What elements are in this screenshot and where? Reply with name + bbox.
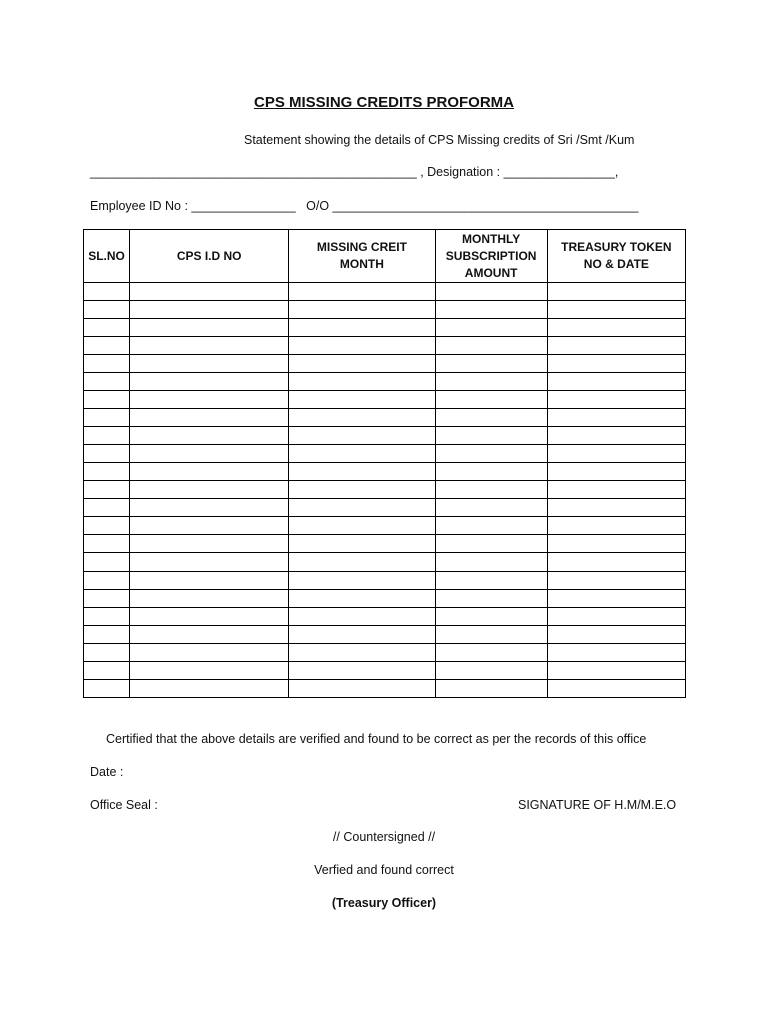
table-cell (289, 625, 435, 643)
table-cell (547, 553, 685, 571)
table-cell (547, 355, 685, 373)
table-cell (289, 679, 435, 697)
table-cell (435, 427, 547, 445)
table-cell (289, 337, 435, 355)
table-cell (130, 553, 289, 571)
table-cell (130, 499, 289, 517)
table-cell (547, 589, 685, 607)
page-title: CPS MISSING CREDITS PROFORMA (253, 94, 515, 111)
table-cell (435, 301, 547, 319)
table-row (84, 625, 686, 643)
table-cell (435, 463, 547, 481)
table-row (84, 283, 686, 301)
header-sl-no-text: SL.NO (88, 248, 125, 263)
table-row (84, 427, 686, 445)
table-cell (547, 373, 685, 391)
table-cell (84, 283, 130, 301)
table-cell (130, 571, 289, 589)
table-cell (289, 553, 435, 571)
signature-label: SIGNATURE OF H.M/M.E.O (518, 798, 677, 812)
header-cps-id (130, 230, 289, 283)
table-cell (130, 355, 289, 373)
table-cell (130, 427, 289, 445)
table-cell (547, 499, 685, 517)
table-cell (130, 391, 289, 409)
table-cell (130, 643, 289, 661)
table-row (84, 553, 686, 571)
table-cell (547, 679, 685, 697)
table-cell (547, 301, 685, 319)
table-cell (84, 445, 130, 463)
table-cell (289, 301, 435, 319)
table-cell (289, 391, 435, 409)
statement-text: Statement showing the details of CPS Missing credits of Sri /Smt /Kum (244, 133, 635, 147)
table-row (84, 607, 686, 625)
table-cell (547, 643, 685, 661)
table-row (84, 517, 686, 535)
table-cell (547, 283, 685, 301)
date-label: Date : (90, 765, 124, 779)
table-cell (435, 337, 547, 355)
table-cell (130, 409, 289, 427)
table-cell (435, 283, 547, 301)
table-cell (289, 517, 435, 535)
table-cell (435, 319, 547, 337)
certification-text: Certified that the above details are verified and found to be correct as per the records of this office (106, 732, 647, 746)
table-cell (84, 409, 130, 427)
table-cell (289, 535, 435, 553)
table-cell (130, 337, 289, 355)
verified-text: Verfied and found correct (314, 863, 454, 877)
table-cell (435, 607, 547, 625)
table-row (84, 391, 686, 409)
table-cell (130, 319, 289, 337)
table-row (84, 463, 686, 481)
name-designation-line: _______________________________________________ , Designation : ________________, (90, 165, 619, 179)
table-cell (435, 661, 547, 679)
table-cell (289, 661, 435, 679)
table-cell (130, 283, 289, 301)
table-cell (435, 643, 547, 661)
table-cell (84, 625, 130, 643)
table-cell (84, 499, 130, 517)
table-row (84, 643, 686, 661)
table-row (84, 589, 686, 607)
table-cell (289, 409, 435, 427)
table-row (84, 499, 686, 517)
table-cell (289, 499, 435, 517)
table-cell (84, 571, 130, 589)
table-cell (547, 445, 685, 463)
table-cell (84, 355, 130, 373)
table-cell (289, 571, 435, 589)
table-row (84, 409, 686, 427)
table-cell (547, 409, 685, 427)
table-cell (435, 373, 547, 391)
table-row (84, 319, 686, 337)
table-row (84, 535, 686, 553)
table-cell (130, 463, 289, 481)
table-cell (435, 589, 547, 607)
table-cell (130, 373, 289, 391)
table-cell (130, 625, 289, 643)
table-cell (289, 607, 435, 625)
table-cell (84, 589, 130, 607)
table-cell (84, 301, 130, 319)
header-treasury-token-text: TREASURY TOKEN NO & DATE (561, 240, 672, 271)
header-treasury-token (547, 230, 685, 283)
table-row (84, 571, 686, 589)
table-cell (84, 373, 130, 391)
table-cell (84, 463, 130, 481)
countersigned-text: // Countersigned // (332, 830, 436, 844)
table-cell (435, 571, 547, 589)
table-cell (130, 517, 289, 535)
header-subscription-amount (435, 230, 547, 283)
table-row (84, 445, 686, 463)
table-cell (547, 337, 685, 355)
table-cell (435, 553, 547, 571)
table-cell (130, 481, 289, 499)
table-cell (130, 661, 289, 679)
table-cell (289, 481, 435, 499)
table-cell (130, 607, 289, 625)
table-cell (547, 427, 685, 445)
employee-id-line: Employee ID No : _______________ O/O ____________________________________________ (90, 199, 639, 213)
table-row (84, 373, 686, 391)
header-sl-no (84, 230, 130, 283)
table-cell (84, 481, 130, 499)
table-cell (130, 535, 289, 553)
table-cell (289, 463, 435, 481)
table-row (84, 481, 686, 499)
table-cell (547, 661, 685, 679)
table-cell (84, 553, 130, 571)
table-cell (435, 481, 547, 499)
table-row (84, 661, 686, 679)
table-cell (289, 589, 435, 607)
treasury-officer-label: (Treasury Officer) (331, 896, 437, 910)
table-cell (547, 625, 685, 643)
header-missing-month-text: MISSING CREIT MONTH (316, 240, 407, 271)
table-cell (547, 319, 685, 337)
table-cell (289, 283, 435, 301)
table-cell (84, 427, 130, 445)
table-cell (84, 679, 130, 697)
table-cell (84, 643, 130, 661)
table-cell (84, 535, 130, 553)
table-cell (435, 409, 547, 427)
table-cell (547, 607, 685, 625)
table-row (84, 679, 686, 697)
table-cell (547, 463, 685, 481)
table-cell (289, 319, 435, 337)
table-cell (547, 571, 685, 589)
table-row (84, 301, 686, 319)
table-body (84, 283, 686, 698)
table-cell (289, 427, 435, 445)
table-cell (84, 337, 130, 355)
table-cell (547, 517, 685, 535)
table-cell (289, 355, 435, 373)
table-cell (547, 535, 685, 553)
table-cell (84, 391, 130, 409)
table-cell (84, 319, 130, 337)
table-cell (435, 499, 547, 517)
table-cell (289, 373, 435, 391)
table-header-row (84, 230, 686, 283)
table-row (84, 337, 686, 355)
table-cell (435, 535, 547, 553)
office-seal-label: Office Seal : (90, 798, 158, 812)
table-cell (435, 679, 547, 697)
table-cell (130, 679, 289, 697)
table-cell (130, 589, 289, 607)
header-subscription-amount-text: MONTHLY SUBSCRIPTION AMOUNT (445, 231, 537, 280)
table-cell (289, 643, 435, 661)
table-cell (84, 607, 130, 625)
header-missing-month (289, 230, 435, 283)
table-cell (435, 625, 547, 643)
table-cell (547, 481, 685, 499)
header-cps-id-text: CPS I.D NO (176, 248, 242, 263)
table-cell (130, 301, 289, 319)
table-row (84, 355, 686, 373)
table-cell (435, 445, 547, 463)
table-cell (435, 355, 547, 373)
table-cell (289, 445, 435, 463)
table-cell (547, 391, 685, 409)
table-cell (130, 445, 289, 463)
missing-credits-table (83, 229, 686, 698)
table-cell (435, 391, 547, 409)
table-cell (84, 517, 130, 535)
table-cell (84, 661, 130, 679)
table-cell (435, 517, 547, 535)
